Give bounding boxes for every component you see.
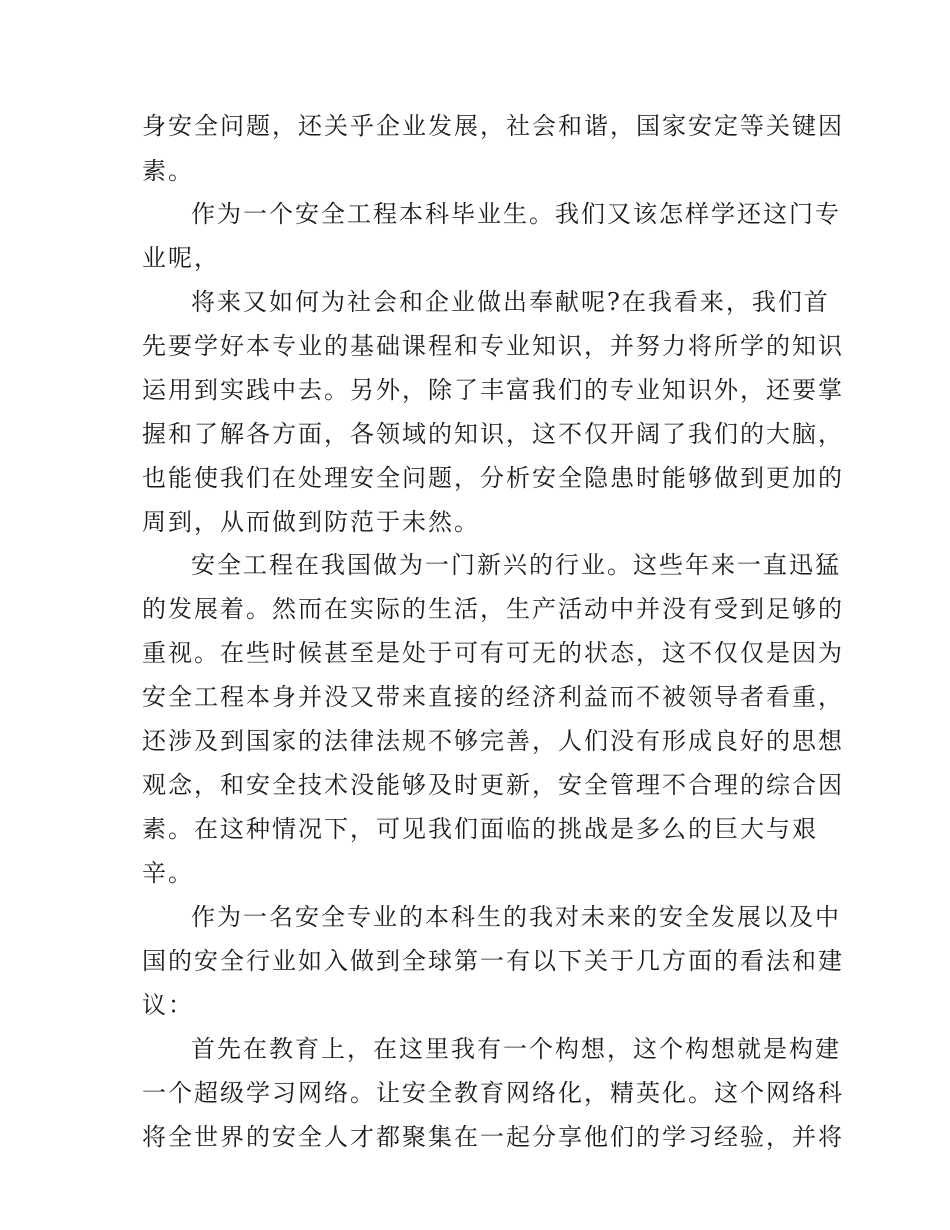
text-line: 的发展着。然而在实际的生活，生产活动中并没有受到足够的 xyxy=(142,595,844,623)
text-line: 素。在这种情况下，可见我们面临的挑战是多么的巨大与艰 xyxy=(142,815,818,843)
text-line: 还涉及到国家的法律法规不够完善，人们没有形成良好的思想 xyxy=(142,727,844,755)
text-line: 运用到实践中去。另外，除了丰富我们的专业知识外，还要掌 xyxy=(142,376,844,404)
text-line: 议： xyxy=(142,991,194,1019)
text-line: 身安全问题，还关乎企业发展，社会和谐，国家安定等关键因 xyxy=(142,112,844,140)
text-line: 观念，和安全技术没能够及时更新，安全管理不合理的综合因 xyxy=(142,771,844,799)
text-line: 辛。 xyxy=(142,859,194,887)
paragraph-start-line: 作为一个安全工程本科毕业生。我们又该怎样学还这门专 xyxy=(191,200,841,228)
text-line: 安全工程本身并没又带来直接的经济利益而不被领导者看重， xyxy=(142,683,844,711)
text-line: 先要学好本专业的基础课程和专业知识，并努力将所学的知识 xyxy=(142,332,844,360)
text-line: 将全世界的安全人才都聚集在一起分享他们的学习经验，并将 xyxy=(142,1123,844,1151)
text-line: 周到，从而做到防范于未然。 xyxy=(142,508,480,536)
text-line: 业呢， xyxy=(142,244,220,272)
text-line: 一个超级学习网络。让安全教育网络化，精英化。这个网络科 xyxy=(142,1079,844,1107)
paragraph-start-line: 作为一名安全专业的本科生的我对未来的安全发展以及中 xyxy=(191,903,841,931)
text-line: 重视。在些时候甚至是处于可有可无的状态，这不仅仅是因为 xyxy=(142,639,844,667)
text-line: 也能使我们在处理安全问题，分析安全隐患时能够做到更加的 xyxy=(142,464,844,492)
paragraph-start-line: 首先在教育上，在这里我有一个构想，这个构想就是构建 xyxy=(191,1035,841,1063)
text-line: 素。 xyxy=(142,157,194,185)
paragraph-start-line: 安全工程在我国做为一门新兴的行业。这些年来一直迅猛 xyxy=(191,551,841,579)
paragraph-start-line: 将来又如何为社会和企业做出奉献呢?在我看来，我们首 xyxy=(191,288,830,316)
text-line: 国的安全行业如入做到全球第一有以下关于几方面的看法和建 xyxy=(142,947,844,975)
text-line: 握和了解各方面，各领域的知识，这不仅开阔了我们的大脑， xyxy=(142,420,844,448)
